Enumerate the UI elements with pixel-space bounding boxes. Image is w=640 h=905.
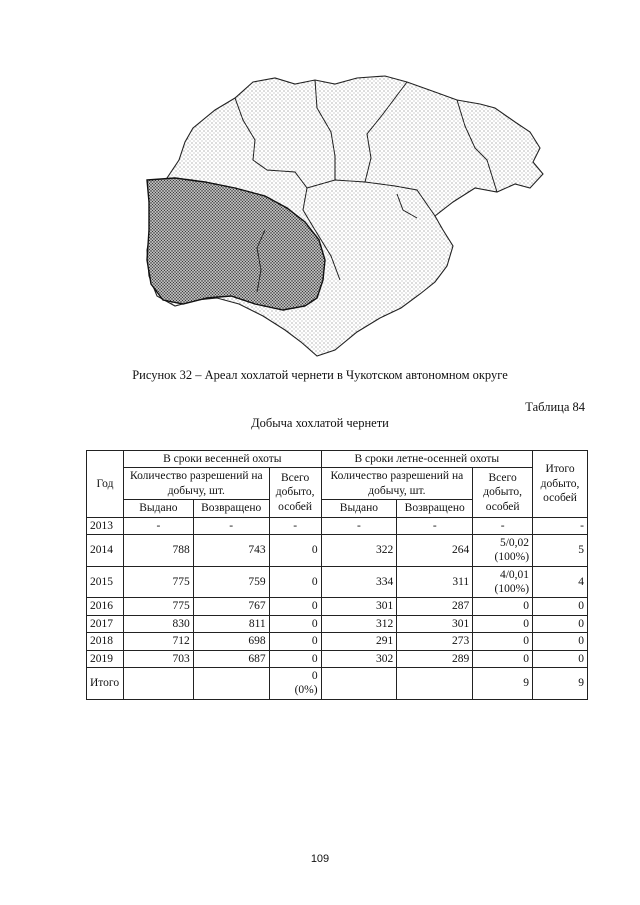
spring-issued-cell: - xyxy=(123,517,193,534)
summer-harvested-cell: 0 xyxy=(473,633,533,650)
summer-harvested-cell: 0 xyxy=(473,615,533,632)
summer-issued-cell: - xyxy=(321,517,397,534)
year-cell: 2019 xyxy=(87,650,124,667)
summer-issued-cell: 312 xyxy=(321,615,397,632)
summer-issued-cell: 322 xyxy=(321,534,397,566)
spring-harvested-cell: 0 xyxy=(269,566,321,598)
spring-harvested-cell: 0 xyxy=(269,650,321,667)
header-row-1 xyxy=(87,451,588,468)
totals-label-cell: Итого xyxy=(87,667,124,699)
table-title: Добыча хохлатой чернети xyxy=(251,416,389,430)
spring-returned-cell: 698 xyxy=(193,633,269,650)
summer-returned-cell: 273 xyxy=(397,633,473,650)
total-cell: 0 xyxy=(533,615,588,632)
summer-returned-header: Возвращено xyxy=(397,500,473,517)
summer-harvested-cell: - xyxy=(473,517,533,534)
summer-issued-cell: 302 xyxy=(321,650,397,667)
total-cell: 0 xyxy=(533,598,588,615)
summer-returned-cell: 311 xyxy=(397,566,473,598)
summer-issued-header: Выдано xyxy=(321,500,397,517)
spring-issued-cell: 775 xyxy=(123,566,193,598)
header-row-2 xyxy=(87,468,588,500)
summer-issued-cell: 291 xyxy=(321,633,397,650)
chukotka-map-figure xyxy=(135,70,555,360)
spring-harvested-cell: 0 xyxy=(269,615,321,632)
spring-issued-cell: 830 xyxy=(123,615,193,632)
summer-harvested-total-cell: 9 xyxy=(473,667,533,699)
summer-returned-cell: 289 xyxy=(397,650,473,667)
harvest-table xyxy=(86,450,588,700)
figure-caption: Рисунок 32 – Ареал хохлатой чернети в Чукотском автономном округе xyxy=(132,368,508,382)
table-row xyxy=(87,534,588,566)
spring-returned-cell: 743 xyxy=(193,534,269,566)
total-cell: 4 xyxy=(533,566,588,598)
grand-total-cell: 9 xyxy=(533,667,588,699)
spring-issued-cell: 775 xyxy=(123,598,193,615)
table-row xyxy=(87,615,588,632)
spring-issued-cell: 703 xyxy=(123,650,193,667)
summer-harvested-cell: 0 xyxy=(473,650,533,667)
spring-returned-cell: 687 xyxy=(193,650,269,667)
summer-returned-total-cell xyxy=(397,667,473,699)
spring-issued-cell: 788 xyxy=(123,534,193,566)
spring-header: В сроки весенней охоты xyxy=(123,451,321,468)
spring-issued-cell: 712 xyxy=(123,633,193,650)
spring-harvested-header: Всего добыто, особей xyxy=(269,468,321,517)
spring-returned-cell: 811 xyxy=(193,615,269,632)
summer-harvested-cell: 5/0,02 (100%) xyxy=(473,534,533,566)
year-cell: 2014 xyxy=(87,534,124,566)
summer-harvested-cell: 0 xyxy=(473,598,533,615)
table-row xyxy=(87,598,588,615)
table-row xyxy=(87,650,588,667)
totals-row xyxy=(87,667,588,699)
range-map xyxy=(135,70,555,360)
summer-returned-cell: 301 xyxy=(397,615,473,632)
summer-returned-cell: 264 xyxy=(397,534,473,566)
year-header: Год xyxy=(87,451,124,518)
summer-returned-cell: 287 xyxy=(397,598,473,615)
total-cell: - xyxy=(533,517,588,534)
summer-issued-total-cell xyxy=(321,667,397,699)
total-cell: 5 xyxy=(533,534,588,566)
spring-returned-header: Возвращено xyxy=(193,500,269,517)
summer-harvested-cell: 4/0,01 (100%) xyxy=(473,566,533,598)
summer-header: В сроки летне-осенней охоты xyxy=(321,451,532,468)
spring-harvested-cell: 0 xyxy=(269,534,321,566)
table-row xyxy=(87,633,588,650)
year-cell: 2015 xyxy=(87,566,124,598)
total-header: Итого добыто, особей xyxy=(533,451,588,518)
spring-returned-total-cell xyxy=(193,667,269,699)
page-number: 109 xyxy=(310,853,330,865)
spring-harvested-cell: - xyxy=(269,517,321,534)
spring-issued-total-cell xyxy=(123,667,193,699)
spring-returned-cell: 759 xyxy=(193,566,269,598)
year-cell: 2017 xyxy=(87,615,124,632)
spring-issued-header: Выдано xyxy=(123,500,193,517)
total-cell: 0 xyxy=(533,650,588,667)
total-cell: 0 xyxy=(533,633,588,650)
summer-issued-cell: 334 xyxy=(321,566,397,598)
spring-harvested-cell: 0 xyxy=(269,598,321,615)
summer-issued-cell: 301 xyxy=(321,598,397,615)
spring-returned-cell: 767 xyxy=(193,598,269,615)
table-number: Таблица 84 xyxy=(525,400,585,414)
summer-permits-header: Количество разрешений на добычу, шт. xyxy=(321,468,473,500)
table-row xyxy=(87,517,588,534)
year-cell: 2013 xyxy=(87,517,124,534)
spring-returned-cell: - xyxy=(193,517,269,534)
summer-returned-cell: - xyxy=(397,517,473,534)
spring-harvested-cell: 0 xyxy=(269,633,321,650)
summer-harvested-header: Всего добыто, особей xyxy=(473,468,533,517)
year-cell: 2018 xyxy=(87,633,124,650)
spring-permits-header: Количество разрешений на добычу, шт. xyxy=(123,468,269,500)
spring-harvested-total-cell: 0 (0%) xyxy=(269,667,321,699)
table-row xyxy=(87,566,588,598)
year-cell: 2016 xyxy=(87,598,124,615)
